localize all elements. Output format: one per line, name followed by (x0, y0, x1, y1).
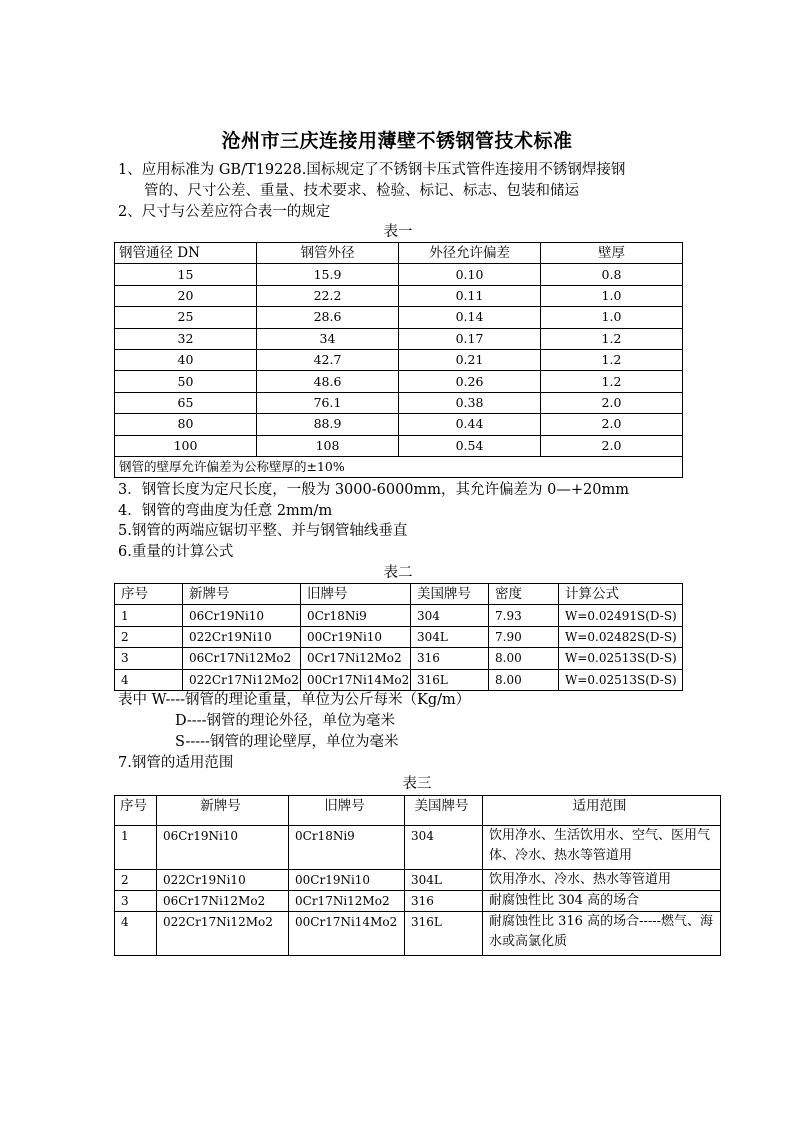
table-row (115, 626, 683, 647)
table-cell: 7.93 (489, 605, 559, 626)
table-3-header-cell: 美国牌号 (405, 796, 483, 826)
table-cell: 2.0 (541, 435, 683, 456)
table-row (115, 307, 683, 328)
table-cell: 00Cr19Ni10 (301, 626, 411, 647)
table-cell: 耐腐蚀性比 316 高的场合-----燃气、海水或高氯化质 (483, 912, 721, 956)
table-cell: W=0.02513S(D-S) (559, 669, 683, 690)
table-row (115, 891, 721, 912)
table-2-caption: 表二 (383, 565, 413, 581)
table-cell: 022Cr17Ni12Mo2 (157, 912, 289, 956)
table-cell: 3 (115, 648, 183, 669)
table-cell: 2 (115, 870, 157, 891)
item-1-line-2: 管的、尺寸公差、重量、技术要求、检验、标记、标志、包装和储运 (144, 183, 579, 199)
table-cell: 0.26 (399, 371, 541, 392)
table-2-header-row (115, 584, 683, 605)
table-row (115, 349, 683, 370)
table-cell: 06Cr19Ni10 (157, 826, 289, 870)
item-3: 3．钢管长度为定尺长度，一般为 3000-6000mm，其允许偏差为 0—+20mm (118, 482, 629, 498)
table-cell: 022Cr19Ni10 (183, 626, 301, 647)
table-cell: 316L (411, 669, 489, 690)
table-3-header-cell: 新牌号 (157, 796, 289, 826)
table-row (115, 912, 721, 956)
table-row (115, 392, 683, 413)
table-1-header-cell: 钢管外径 (257, 243, 399, 264)
table-cell: 06Cr17Ni12Mo2 (183, 648, 301, 669)
table-cell: 00Cr17Ni14Mo2 (301, 669, 411, 690)
table-cell: 0.14 (399, 307, 541, 328)
table-row (115, 328, 683, 349)
table-cell: 8.00 (489, 648, 559, 669)
table-cell: 0Cr18Ni9 (301, 605, 411, 626)
document-title: 沧州市三庆连接用薄壁不锈钢管技术标准 (221, 130, 573, 152)
table-2-header-cell: 新牌号 (183, 584, 301, 605)
table-cell: 7.90 (489, 626, 559, 647)
legend-s: S-----钢管的理论壁厚，单位为毫米 (175, 734, 399, 750)
table-cell: 34 (257, 328, 399, 349)
table-cell: 2 (115, 626, 183, 647)
table-cell: 06Cr17Ni12Mo2 (157, 891, 289, 912)
item-7: 7.钢管的适用范围 (118, 755, 234, 771)
table-cell: 0.21 (399, 349, 541, 370)
table-3-header-cell: 序号 (115, 796, 157, 826)
table-cell: 28.6 (257, 307, 399, 328)
table-cell: 4 (115, 912, 157, 956)
table-2-header-cell: 序号 (115, 584, 183, 605)
table-3 (114, 795, 721, 956)
table-cell: 1 (115, 826, 157, 870)
table-cell: 316 (411, 648, 489, 669)
table-cell: 1.2 (541, 371, 683, 392)
table-row (115, 870, 721, 891)
table-cell: 00Cr19Ni10 (289, 870, 405, 891)
table-cell: 316 (405, 891, 483, 912)
table-cell: 304L (405, 870, 483, 891)
table-row (115, 414, 683, 435)
table-cell: 0.54 (399, 435, 541, 456)
table-cell: 80 (115, 414, 257, 435)
table-cell: 0Cr17Ni12Mo2 (289, 891, 405, 912)
table-2 (114, 583, 683, 691)
table-cell: 15 (115, 264, 257, 285)
table-cell: 0.8 (541, 264, 683, 285)
table-cell: 100 (115, 435, 257, 456)
table-cell: W=0.02482S(D-S) (559, 626, 683, 647)
table-2-header-cell: 计算公式 (559, 584, 683, 605)
item-2: 2、尺寸与公差应符合表一的规定 (118, 204, 331, 220)
table-cell: 0.44 (399, 414, 541, 435)
table-cell: 00Cr17Ni14Mo2 (289, 912, 405, 956)
table-cell: 耐腐蚀性比 304 高的场合 (483, 891, 721, 912)
item-6: 6.重量的计算公式 (118, 544, 234, 560)
table-cell: 304 (405, 826, 483, 870)
table-row (115, 648, 683, 669)
table-cell: 2.0 (541, 392, 683, 413)
item-5: 5.钢管的两端应锯切平整、并与钢管轴线垂直 (118, 523, 408, 539)
table-cell: 32 (115, 328, 257, 349)
table-cell: 0Cr18Ni9 (289, 826, 405, 870)
table-cell: 42.7 (257, 349, 399, 370)
item-4: 4．钢管的弯曲度为任意 2mm/m (118, 503, 333, 519)
table-cell: 0.17 (399, 328, 541, 349)
table-row (115, 264, 683, 285)
table-cell: 304L (411, 626, 489, 647)
table-2-header-cell: 美国牌号 (411, 584, 489, 605)
table-cell: 0Cr17Ni12Mo2 (301, 648, 411, 669)
table-cell: 饮用净水、冷水、热水等管道用 (483, 870, 721, 891)
table-cell: 2.0 (541, 414, 683, 435)
table-cell: W=0.02491S(D-S) (559, 605, 683, 626)
table-1 (114, 242, 683, 478)
table-cell: 65 (115, 392, 257, 413)
table-cell: 1.2 (541, 328, 683, 349)
table-cell: 0.38 (399, 392, 541, 413)
table-cell: 25 (115, 307, 257, 328)
table-1-header-cell: 壁厚 (541, 243, 683, 264)
table-3-header-cell: 旧牌号 (289, 796, 405, 826)
legend-w: 表中 W----钢管的理论重量，单位为公斤每米（Kg/m） (118, 692, 471, 708)
table-cell: 88.9 (257, 414, 399, 435)
table-cell: 1.0 (541, 307, 683, 328)
table-row (115, 371, 683, 392)
table-cell: 76.1 (257, 392, 399, 413)
table-cell: 饮用净水、生活饮用水、空气、医用气体、冷水、热水等管道用 (483, 826, 721, 870)
table-row (115, 435, 683, 456)
table-row (115, 605, 683, 626)
table-cell: 4 (115, 669, 183, 690)
table-1-header-row (115, 243, 683, 264)
table-cell: 8.00 (489, 669, 559, 690)
table-cell: 0.10 (399, 264, 541, 285)
table-2-header-cell: 旧牌号 (301, 584, 411, 605)
table-1-header-cell: 钢管通径 DN (115, 243, 257, 264)
table-cell: W=0.02513S(D-S) (559, 648, 683, 669)
table-cell: 022Cr17Ni12Mo2 (183, 669, 301, 690)
table-cell: 3 (115, 891, 157, 912)
table-cell: 1.0 (541, 285, 683, 306)
table-1-header-cell: 外径允许偏差 (399, 243, 541, 264)
table-cell: 1.2 (541, 349, 683, 370)
table-2-header-cell: 密度 (489, 584, 559, 605)
table-cell: 22.2 (257, 285, 399, 306)
table-cell: 316L (405, 912, 483, 956)
table-row (115, 669, 683, 690)
table-cell: 304 (411, 605, 489, 626)
table-cell: 022Cr19Ni10 (157, 870, 289, 891)
table-3-caption: 表三 (402, 776, 432, 792)
table-3-header-cell: 适用范围 (483, 796, 721, 826)
table-1-note: 钢管的壁厚允许偏差为公称壁厚的±10% (115, 456, 683, 477)
table-row (115, 826, 721, 870)
item-1-line-1: 1、应用标准为 GB/T19228.国标规定了不锈钢卡压式管件连接用不锈钢焊接钢 (118, 162, 626, 178)
table-1-caption: 表一 (383, 224, 413, 240)
table-cell: 48.6 (257, 371, 399, 392)
table-cell: 06Cr19Ni10 (183, 605, 301, 626)
table-3-header-row (115, 796, 721, 826)
table-cell: 20 (115, 285, 257, 306)
legend-d: D----钢管的理论外径，单位为毫米 (175, 713, 395, 729)
table-1-note-row (115, 456, 683, 477)
table-cell: 15.9 (257, 264, 399, 285)
table-row (115, 285, 683, 306)
table-cell: 108 (257, 435, 399, 456)
table-cell: 0.11 (399, 285, 541, 306)
table-cell: 40 (115, 349, 257, 370)
table-cell: 50 (115, 371, 257, 392)
table-cell: 1 (115, 605, 183, 626)
